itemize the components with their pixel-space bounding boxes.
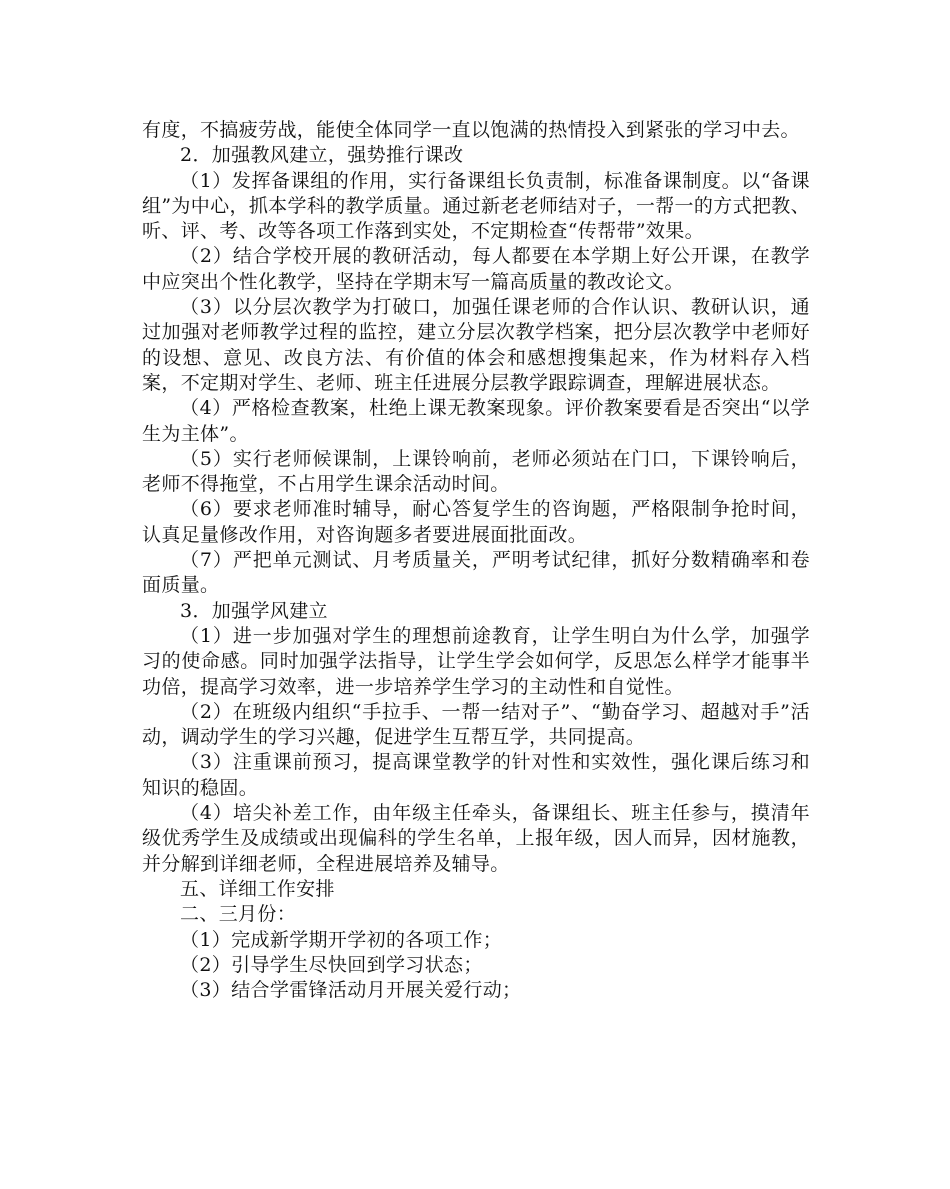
paragraph-item: （2）在班级内组织“手拉手、一帮一结对子”、“勤奋学习、超越对手”活动，调动学生的学习兴趣，促进学生互帮互学，共同提高。 [142,700,810,749]
paragraph-item: （4）培尖补差工作，由年级主任牵头，备课组长、班主任参与，摸清年级优秀学生及成绩或出现偏科的学生名单，上报年级，因人而异，因材施教，并分解到详细老师，全程进展培养及辅导。 [142,802,810,875]
document-page [142,118,810,1003]
section-heading-study-style: 3．加强学风建立 [180,599,328,622]
paragraph-continuation: 有度，不搞疲劳战，能使全体同学一直以饱满的热情投入到紧张的学习中去。 [142,119,800,141]
list-item: （3）结合学雷锋活动月开展关爱行动； [180,979,522,1002]
subsection-heading-feb-mar: 二、三月份： [180,903,297,926]
paragraph-item: （1）发挥备课组的作用，实行备课组长负责制，标准备课制度。以“备课组”为中心，抓本学科的教学质量。通过新老老师结对子，一帮一的方式把教、听、评、考、改等各项工作落到实处，不定期检查“传帮带”效果。 [142,169,810,243]
paragraph-item: （7）严把单元测试、月考质量关，严明考试纪律，抓好分数精确率和卷面质量。 [142,549,810,597]
paragraph-item: （4）严格检查教案，杜绝上课无教案现象。评价教案要看是否突出“以学生为主体”。 [142,397,810,445]
paragraph-item: （3）注重课前预习，提高课堂教学的针对性和实效性，强化课后练习和知识的稳固。 [142,751,810,799]
list-item: （2）引导学生尽快回到学习状态； [180,953,483,976]
paragraph-item: （3）以分层次教学为打破口，加强任课老师的合作认识、教研认识，通过加强对老师教学过程的监控，建立分层次教学档案，把分层次教学中老师好的设想、意见、改良方法、有价值的体会和感想搜集起来，作为材料存入档案，不定期对学生、老师、班主任进展分层教学跟踪调查，理解进展状态。 [142,296,810,394]
paragraph-item: （5）实行老师候课制，上课铃响前，老师必须站在门口，下课铃响后，老师不得拖堂，不占用学生课余活动时间。 [142,447,810,496]
paragraph-item: （6）要求老师准时辅导，耐心答复学生的咨询题，严格限制争抢时间，认真足量修改作用，对咨询题多者要进展面批面改。 [142,498,810,546]
list-item: （1）完成新学期开学初的各项工作； [180,928,503,951]
paragraph-item: （2）结合学校开展的教研活动，每人都要在本学期上好公开课，在教学中应突出个性化教学，坚持在学期末写一篇高质量的教改论文。 [142,245,810,293]
section-heading-teaching-style: 2．加强教风建立，强势推行课改 [180,144,464,167]
section-heading-work-plan: 五、详细工作安排 [180,877,335,900]
paragraph-item: （1）进一步加强对学生的理想前途教育，让学生明白为什么学，加强学习的使命感。同时加强学法指导，让学生学会如何学，反思怎么样学才能事半功倍，提高学习效率，进一步培养学生学习的主动性和自觉性。 [142,624,810,698]
